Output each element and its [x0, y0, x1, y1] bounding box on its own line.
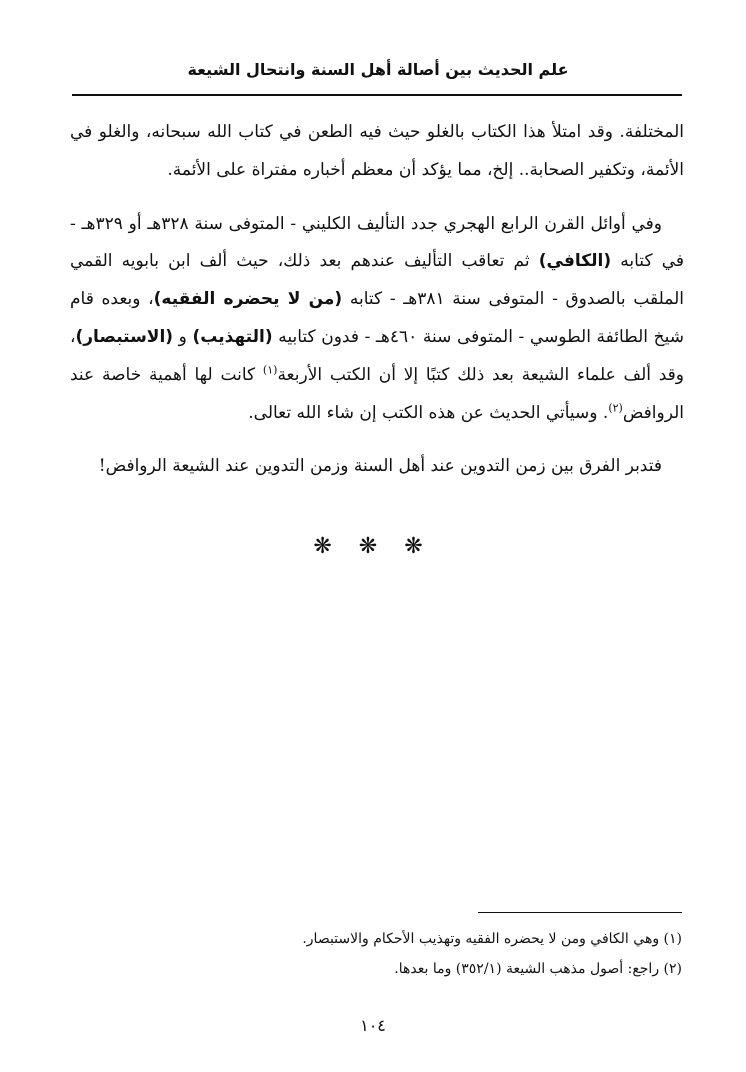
paragraph-1: المختلفة. وقد امتلأ هذا الكتاب بالغلو حيث فيه الطعن في كتاب الله سبحانه، والغلو في الأئمة، وتكفير الصحابة.. إلخ، مما يؤكد أن معظم أخباره مفتراة على الأئمة.	[70, 122, 684, 180]
book-title-tahdhib: (التهذيب)	[192, 326, 273, 347]
body-text	[70, 114, 684, 502]
paragraph-2-text-5: ، وقد ألف علماء الشيعة بعد ذلك كتبًا إلا أن الكتب الأربعة	[70, 326, 685, 385]
paragraph-3: فتدبر الفرق بين زمن التدوين عند أهل السنة وزمن التدوين عند الشيعة الروافض!	[98, 456, 662, 477]
footnote-ref-2[interactable]: (٢)	[608, 400, 623, 414]
footnote-2: (٢) راجع: أصول مذهب الشيعة (٣٥٢/١) وما بعدها.	[394, 961, 682, 977]
paragraph-2-text-7: . وسيأتي الحديث عن هذه الكتب إن شاء الله تعالى.	[248, 402, 609, 423]
page-number: ١٠٤	[360, 1016, 386, 1035]
section-separator: ❋ ❋ ❋	[313, 534, 433, 559]
paragraph-2-text-3: ، وبعده قام شيخ الطائفة الطوسي - المتوفى سنة ٤٦٠هـ - فدون كتابيه	[70, 289, 684, 347]
book-title-kafi: (الكافي)	[538, 251, 612, 272]
paragraph-2-text-1: وفي أوائل القرن الرابع الهجري جدد التأليف الكليني - المتوفى سنة ٣٢٨هـ أو ٣٢٩هـ - في كتابه	[70, 213, 684, 272]
running-title: علم الحديث بين أصالة أهل السنة وانتحال الشيعة	[187, 60, 569, 79]
book-title-faqih: (من لا يحضره الفقيه)	[153, 289, 343, 310]
paragraph-2-text-6: كانت لها أهمية خاصة عند الروافض	[70, 364, 684, 423]
footnote-rule	[478, 912, 682, 913]
footnotes	[70, 926, 682, 986]
header-rule	[72, 94, 682, 96]
paragraph-2-text-2: ثم تعاقب التأليف عندهم بعد ذلك، حيث ألف ابن بابويه القمي الملقب بالصدوق - المتوفى سنة ٣٨١هـ - كتابه	[70, 251, 684, 310]
paragraph-2	[70, 206, 684, 433]
footnote-1: (١) وهي الكافي ومن لا يحضره الفقيه وتهذيب الأحكام والاستبصار.	[302, 931, 682, 947]
footnote-ref-1[interactable]: (١)	[262, 363, 278, 377]
book-title-istibsar: (الاستبصار)	[75, 326, 174, 347]
paragraph-2-text-4: و	[173, 326, 193, 347]
